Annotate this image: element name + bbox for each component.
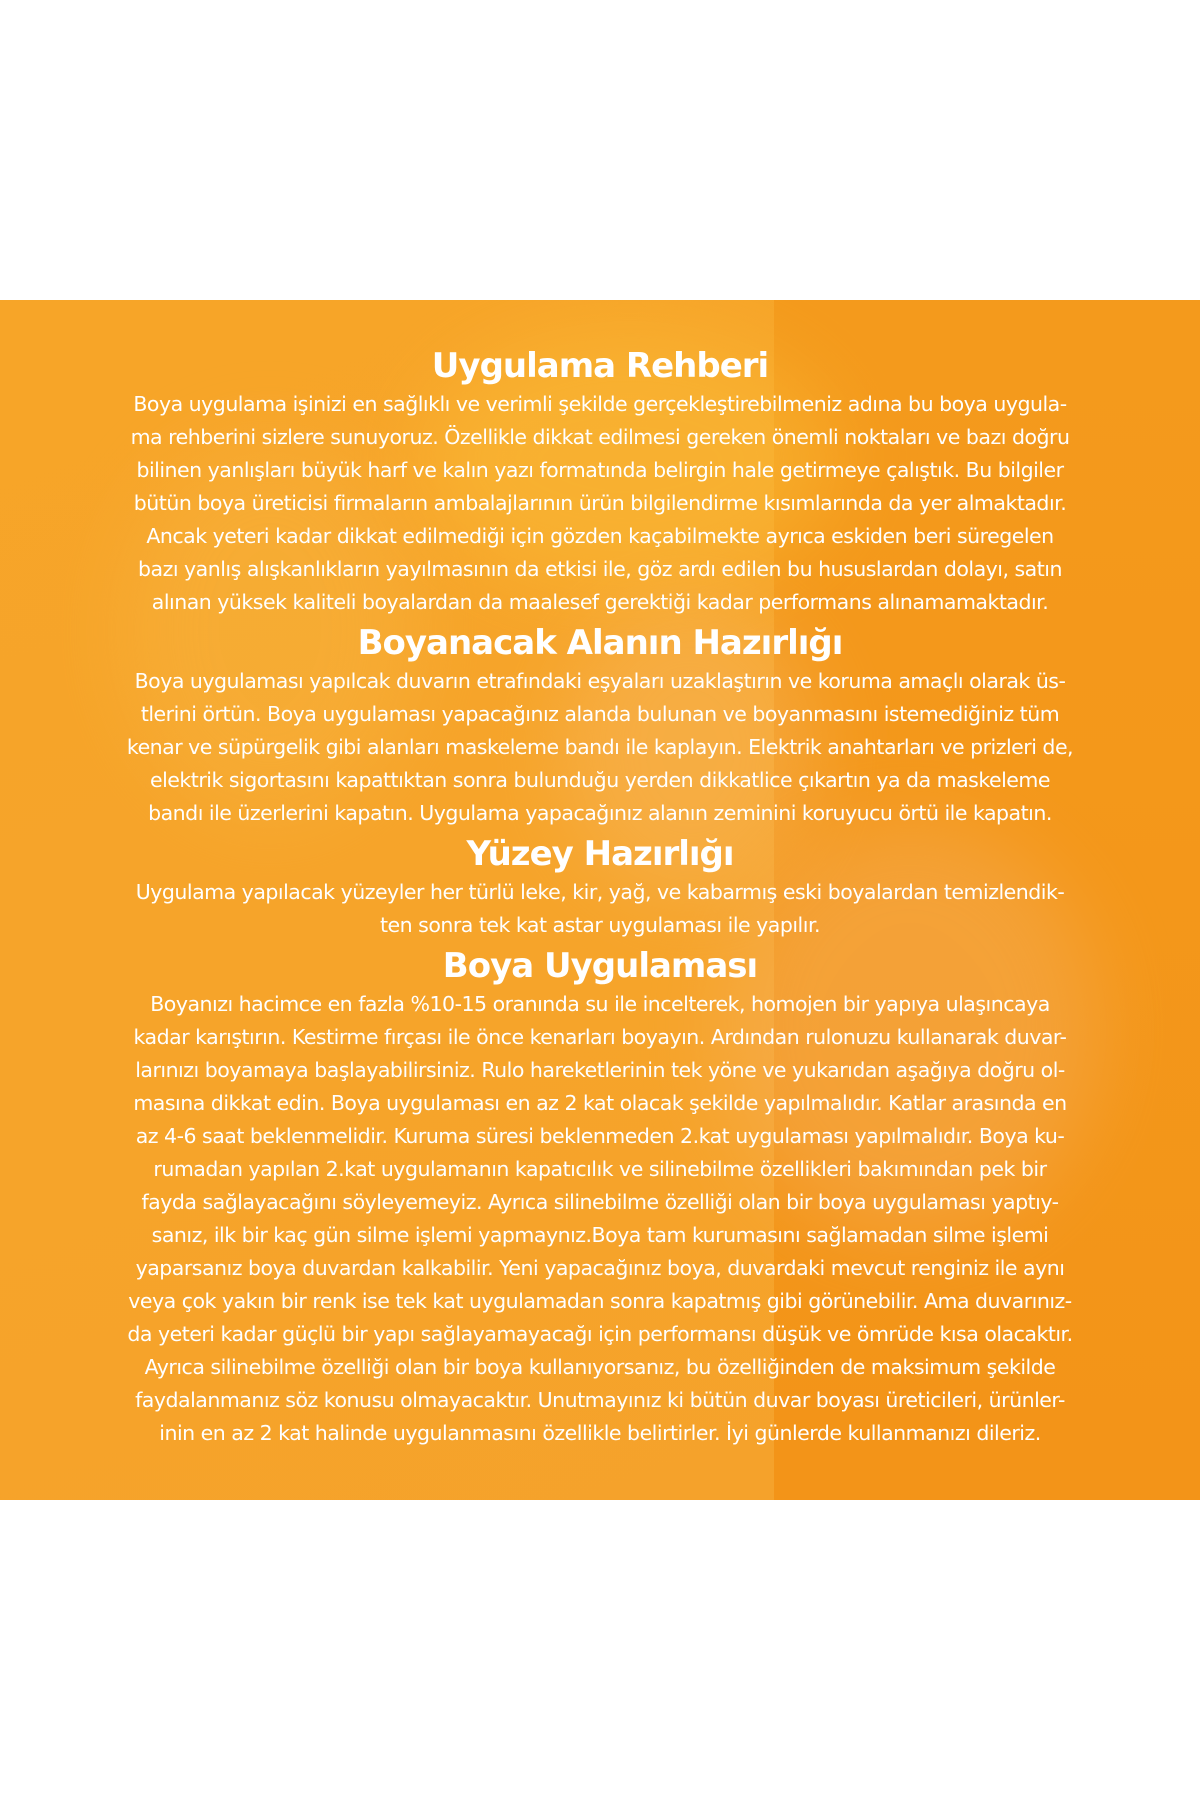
- paragraph-line: faydalanmanız söz konusu olmayacaktır. Unutmayınız ki bütün duvar boyası üreticileri, ürünler-: [135, 1388, 1065, 1412]
- section-boyanacak-alan: [50, 621, 1150, 830]
- paragraph-line: Uygulama yapılacak yüzeyler her türlü leke, kir, yağ, ve kabarmış eski boyalardan temizlendik-: [135, 880, 1065, 904]
- section-boya-uygulamasi: [50, 944, 1150, 1450]
- paragraph-line: inin en az 2 kat halinde uygulanmasını özellikle belirtirler. İyi günlerde kullanmanızı dileriz.: [159, 1421, 1041, 1445]
- paragraph-line: bilinen yanlışları büyük harf ve kalın yazı formatında belirgin hale getirmeye çalıştık. Bu bilgiler: [136, 458, 1064, 482]
- paragraph-line: veya çok yakın bir renk ise tek kat uygulamadan sonra kapatmış gibi görünebilir. Ama duvarınız-: [128, 1289, 1072, 1313]
- section-paragraph: [50, 988, 1150, 1450]
- paragraph-line: Ancak yeteri kadar dikkat edilmediği için gözden kaçabilmekte ayrıca eskiden beri süregelen: [146, 524, 1054, 548]
- section-paragraph: [50, 876, 1150, 942]
- paragraph-line: alınan yüksek kaliteli boyalardan da maalesef gerektiği kadar performans alınamamaktadır.: [151, 590, 1049, 614]
- paragraph-line: bütün boya üreticisi firmaların ambalajlarının ürün bilgilendirme kısımlarında da yer almaktadır.: [133, 491, 1067, 515]
- paragraph-line: ten sonra tek kat astar uygulaması ile yapılır.: [379, 913, 821, 937]
- paragraph-line: yaparsanız boya duvardan kalkabilir. Yeni yapacağınız boya, duvardaki mevcut renginiz ile aynı: [135, 1256, 1065, 1280]
- guide-content: [50, 344, 1150, 1452]
- paragraph-line: masına dikkat edin. Boya uygulaması en az 2 kat olacak şekilde yapılmalıdır. Katlar arasında en: [133, 1091, 1067, 1115]
- paragraph-line: kadar karıştırın. Kestirme fırçası ile önce kenarları boyayın. Ardından rulonuzu kullanarak duvar-: [133, 1025, 1067, 1049]
- paragraph-line: sanız, ilk bir kaç gün silme işlemi yapmaynız.Boya tam kurumasını sağlamadan silme işlemi: [151, 1223, 1049, 1247]
- bottom-margin: [0, 1500, 1200, 1800]
- paragraph-line: bandı ile üzerlerini kapatın. Uygulama yapacağınız alanın zeminini koruyucu örtü ile kapatın.: [148, 801, 1052, 825]
- paragraph-line: Boyanızı hacimce en fazla %10-15 oranında su ile incelterek, homojen bir yapıya ulaşıncaya: [150, 992, 1050, 1016]
- paragraph-line: tlerini örtün. Boya uygulaması yapacağınız alanda bulunan ve boyanmasını istemediğiniz tüm: [140, 702, 1060, 726]
- section-heading: Boyanacak Alanın Hazırlığı: [357, 623, 843, 663]
- paragraph-line: kenar ve süpürgelik gibi alanları maskeleme bandı ile kaplayın. Elektrik anahtarları ve prizleri de,: [126, 735, 1074, 759]
- paragraph-line: Ayrıca silinebilme özelliği olan bir boya kullanıyorsanız, bu özelliğinden de maksimum şekilde: [144, 1355, 1056, 1379]
- paragraph-line: fayda sağlayacağını söyleyemeyiz. Ayrıca silinebilme özelliği olan bir boya uygulaması yaptıy-: [141, 1190, 1059, 1214]
- paragraph-line: larınızı boyamaya başlayabilirsiniz. Rulo hareketlerinin tek yöne ve yukarıdan aşağıya doğru ol-: [135, 1058, 1065, 1082]
- paragraph-line: ma rehberini sizlere sunuyoruz. Özellikle dikkat edilmesi gereken önemli noktaları ve bazı doğru: [130, 425, 1070, 449]
- section-uygulama-rehberi: [50, 344, 1150, 619]
- guide-panel: [0, 300, 1200, 1500]
- section-heading: Yüzey Hazırlığı: [466, 834, 734, 874]
- paragraph-line: bazı yanlış alışkanlıkların yayılmasının da etkisi ile, göz ardı edilen bu hususlardan dolayı, satın: [138, 557, 1062, 581]
- section-heading: Uygulama Rehberi: [431, 346, 769, 386]
- paragraph-line: Boya uygulama işinizi en sağlıklı ve verimli şekilde gerçekleştirebilmeniz adına bu boya uygula-: [133, 392, 1067, 416]
- top-margin: [0, 0, 1200, 300]
- paragraph-line: az 4-6 saat beklenmelidir. Kuruma süresi beklenmeden 2.kat uygulaması yapılmalıdır. Boya ku-: [135, 1124, 1065, 1148]
- paragraph-line: elektrik sigortasını kapattıktan sonra bulunduğu yerden dikkatlice çıkartın ya da maskeleme: [149, 768, 1050, 792]
- section-heading: Boya Uygulaması: [442, 946, 758, 986]
- paragraph-line: da yeteri kadar güçlü bir yapı sağlayamayacağı için performansı düşük ve ömrüde kısa olacaktır.: [127, 1322, 1073, 1346]
- paragraph-line: rumadan yapılan 2.kat uygulamanın kapatıcılık ve silinebilme özellikleri bakımından pek bir: [153, 1157, 1047, 1181]
- section-paragraph: [50, 388, 1150, 619]
- paragraph-line: Boya uygulaması yapılcak duvarın etrafındaki eşyaları uzaklaştırın ve koruma amaçlı olarak üs-: [134, 669, 1066, 693]
- section-paragraph: [50, 665, 1150, 830]
- section-yuzey-hazirligi: [50, 832, 1150, 942]
